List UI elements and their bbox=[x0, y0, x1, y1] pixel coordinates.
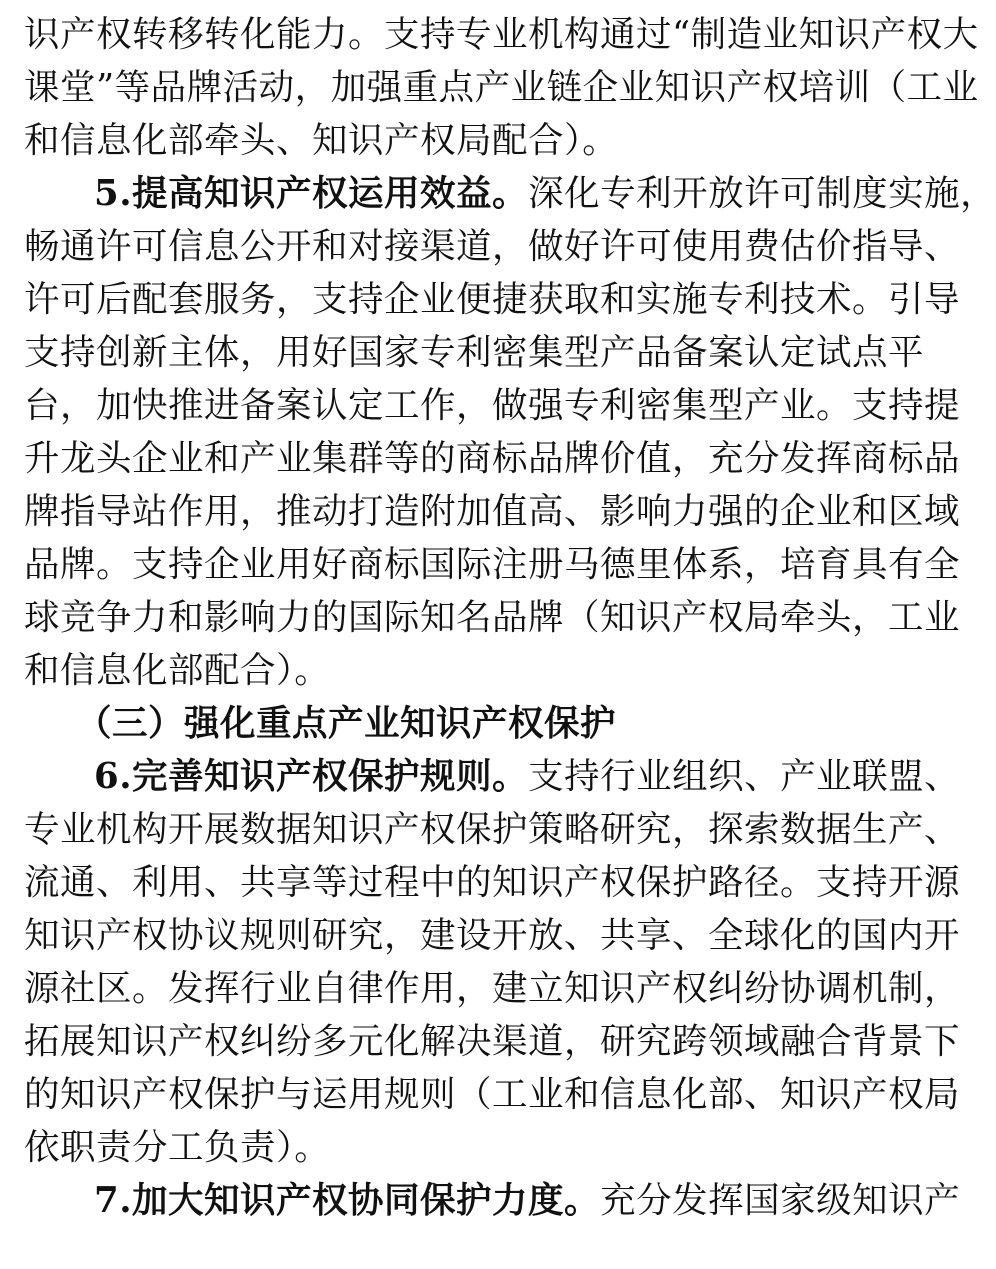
section-heading-3 bbox=[76, 699, 616, 749]
paragraph-line bbox=[24, 540, 960, 590]
line-text: 支持创新主体，用好国家专利密集型产品备案认定试点平 bbox=[24, 332, 925, 373]
paragraph-line bbox=[24, 911, 960, 961]
paragraph-line bbox=[24, 328, 924, 378]
paragraph-line bbox=[24, 805, 960, 855]
paragraph-line bbox=[24, 10, 979, 60]
section-heading-6: 6.完善知识产权保护规则。 bbox=[94, 756, 529, 797]
line-text: 的知识产权保护与运用规则（工业和信息化部、知识产权局 bbox=[24, 1074, 961, 1115]
line-text: 台，加快推进备案认定工作，做强专利密集型产业。支持提 bbox=[24, 385, 961, 426]
paragraph-line bbox=[24, 434, 960, 484]
line-text: 拓展知识产权纠纷多元化解决渠道，研究跨领域融合背景下 bbox=[24, 1021, 961, 1062]
paragraph-line bbox=[24, 1017, 960, 1067]
line-text: 流通、利用、共享等过程中的知识产权保护路径。支持开源 bbox=[24, 862, 961, 903]
line-text: 许可后配套服务，支持企业便捷获取和实施专利技术。引导 bbox=[24, 279, 961, 320]
paragraph-line bbox=[24, 222, 960, 272]
paragraph-line bbox=[24, 593, 960, 643]
line-text: 识产权转移转化能力。支持专业机构通过“制造业知识产权大 bbox=[24, 14, 979, 55]
line-text: 源社区。发挥行业自律作用，建立知识产权纠纷协调机制， bbox=[24, 968, 961, 1009]
line-text: 品牌。支持企业用好商标国际注册马德里体系，培育具有全 bbox=[24, 544, 961, 585]
paragraph-line bbox=[94, 169, 996, 219]
line-text: 充分发挥国家级知识产 bbox=[600, 1180, 961, 1221]
line-text: 支持行业组织、产业联盟、 bbox=[528, 756, 961, 797]
paragraph-line bbox=[24, 1070, 960, 1120]
paragraph-line bbox=[24, 646, 330, 696]
line-text: 球竞争力和影响力的国际知名品牌（知识产权局牵头，工业 bbox=[24, 597, 961, 638]
paragraph-line bbox=[24, 858, 960, 908]
line-text: 知识产权协议规则研究，建设开放、共享、全球化的国内开 bbox=[24, 915, 961, 956]
paragraph-line bbox=[94, 752, 960, 802]
paragraph-line bbox=[24, 116, 618, 166]
line-text: 和信息化部配合）。 bbox=[24, 650, 331, 691]
line-text: 课堂”等品牌活动，加强重点产业链企业知识产权培训（工业 bbox=[24, 67, 979, 108]
paragraph-line bbox=[94, 1176, 960, 1226]
section-heading-5: 5.提高知识产权运用效益。 bbox=[94, 173, 529, 214]
line-text: 升龙头企业和产业集群等的商标品牌价值，充分发挥商标品 bbox=[24, 438, 961, 479]
paragraph-line bbox=[24, 63, 979, 113]
line-text: 牌指导站作用，推动打造附加值高、影响力强的企业和区域 bbox=[24, 491, 961, 532]
paragraph-line bbox=[24, 1123, 330, 1173]
line-text: （三）强化重点产业知识产权保护 bbox=[76, 703, 617, 744]
paragraph-line bbox=[24, 275, 960, 325]
line-text: 依职责分工负责）。 bbox=[24, 1127, 331, 1168]
paragraph-line bbox=[24, 487, 960, 537]
line-text: 和信息化部牵头、知识产权局配合）。 bbox=[24, 120, 619, 161]
line-text: 畅通许可信息公开和对接渠道，做好许可使用费估价指导、 bbox=[24, 226, 961, 267]
section-heading-7: 7.加大知识产权协同保护力度。 bbox=[94, 1180, 601, 1221]
line-text: 专业机构开展数据知识产权保护策略研究，探索数据生产、 bbox=[24, 809, 961, 850]
paragraph-line bbox=[24, 381, 960, 431]
line-text: 深化专利开放许可制度实施， bbox=[528, 173, 996, 214]
paragraph-line bbox=[24, 964, 960, 1014]
